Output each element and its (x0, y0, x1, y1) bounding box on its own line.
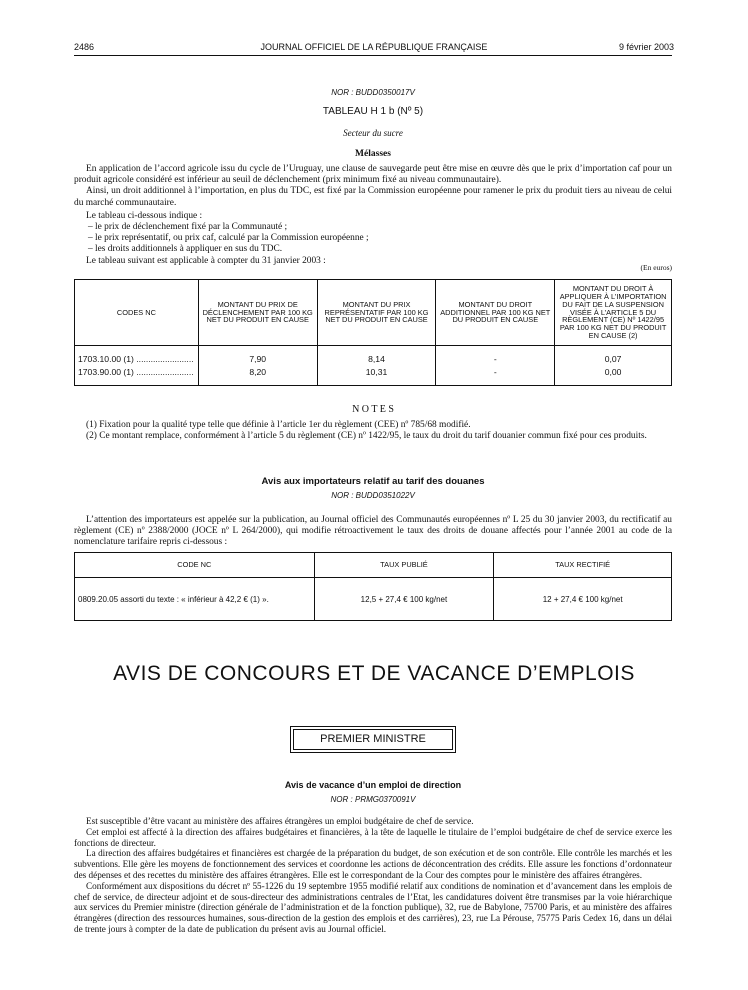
header-rule (74, 55, 672, 56)
value-cell: - (493, 353, 497, 364)
page-number: 2486 (74, 42, 95, 52)
avis-importateurs-title: Avis aux importateurs relatif au tarif des douanes (261, 476, 485, 487)
value-cell: 12 + 27,4 € 100 kg/net (494, 578, 672, 621)
intro-paragraph: Ainsi, un droit additionnel à l’importation, en plus du TDC, est fixé par la Commission européenne pour ramener le prix du produit tiers au niveau de celui du marché communautaire. (74, 186, 672, 208)
column-header: MONTANT DU PRIX DE DÉCLENCHEMENT PAR 100 KG NET DU PRODUIT EN CAUSE (198, 280, 317, 346)
avis-importateurs-text (74, 515, 672, 549)
unit-label: (En euros) (640, 263, 672, 272)
nor-tableau: NOR : BUDD0350017V (331, 88, 415, 97)
code-cell: 1703.90.00 (1) ........................ (78, 366, 194, 377)
notes-title: N O T E S (352, 404, 394, 415)
table-row (75, 346, 672, 386)
list-item: – les droits additionnels à appliquer en sus du TDC. (88, 244, 283, 255)
vacance-paragraph: Conformément aux dispositions du décret nº 55-1226 du 19 septembre 1955 modifié relatif aux conditions de nomination et d’avancement dans les emplois de chef de service, de directeur adjoint et de sous-directeur des administrations centrales de l’Etat, les candidatures doivent être transmises par la voie hiérarchique aux services du Premier ministre (direction générale de l’administration et de la fonction publique), 32, rue de Babylone, 75700 Paris, et au ministère des affaires étrangères (direction des ressources humaines, sous-direction de la gestion des emplois et des carrières), 23, rue La Pérouse, 75775 Paris Cedex 16, dans un délai de trente jours à compter de la date de publication du présent avis au Journal officiel. (74, 880, 672, 934)
table-header-row (75, 280, 672, 346)
journal-title: JOURNAL OFFICIEL DE LA RÉPUBLIQUE FRANÇAISE (260, 42, 488, 52)
melasses-table (74, 279, 672, 386)
vacance-paragraph: Est susceptible d’être vacant au ministère des affaires étrangères un emploi budgétaire de chef de service. (86, 816, 474, 826)
column-header: MONTANT DU PRIX REPRÉSENTATIF PAR 100 KG NET DU PRODUIT EN CAUSE (317, 280, 436, 346)
douanes-table (74, 552, 672, 621)
table-header-row (75, 553, 672, 578)
column-header: TAUX RECTIFIÉ (494, 553, 672, 578)
issue-date: 9 février 2003 (618, 42, 674, 52)
avis-paragraph: L’attention des importateurs est appelée sur la publication, au Journal officiel des Communautés européennes nº L 25 du 30 janvier 2003, du rectificatif au règlement (CE) nº 2388/2000 (JOCE nº L 264/2000), qui modifie rétroactivement le taux des droits de douane affectés pour l’année 2001 au code de la nomenclature tarifaire repris ci-dessous : (74, 515, 672, 548)
value-cell: - (493, 366, 497, 377)
nor-avis: NOR : BUDD0351022V (331, 491, 415, 500)
list-item: – le prix représentatif, ou prix caf, calculé par la Commission européenne ; (88, 233, 369, 244)
value-cell: 8,14 (368, 353, 385, 364)
secteur-label: Secteur du sucre (343, 128, 403, 138)
value-cell: 8,20 (249, 366, 267, 377)
list-intro: Le tableau ci-dessous indique : (86, 210, 203, 221)
column-header: MONTANT DU DROIT ADDITIONNEL PAR 100 KG NET DU PRODUIT EN CAUSE (436, 280, 555, 346)
value-cell: 0,00 (604, 366, 622, 377)
value-cell: 10,31 (365, 366, 388, 377)
notes (74, 420, 672, 442)
vacance-title: Avis de vacance d’un emploi de direction (284, 780, 462, 790)
column-header: MONTANT DU DROIT À APPLIQUER À L’IMPORTATION DU FAIT DE LA SUSPENSION VISÉE À L’ARTICLE 5 DU RÈGLEMENT (CE) Nº 1422/95 PAR 100 KG NET DU PRODUIT EN CAUSE (2) (555, 280, 672, 346)
vacance-paragraph: La direction des affaires budgétaires et financières est chargée de la préparation du budget, de son exécution et de son contrôle. Elle contrôle les marchés et les subventions. Elle gère les moyens de fonctionnement des services et coordonne les actions de déconcentration des crédits. Elle assure les fonctions d’ordonnateur des dépenses et des recettes du ministère des affaires étrangères. Elle est le correspondant de la Cour des comptes pour le ministère des affaires étrangères. (74, 848, 672, 880)
melasses-heading: Mélasses (355, 149, 391, 159)
column-header: TAUX PUBLIÉ (314, 553, 494, 578)
vacance-paragraph: Cet emploi est affecté à la direction des affaires budgétaires et financières, à la tête de laquelle le titulaire de l’emploi budgétaire de chef de service exerce les fonctions de directeur. (74, 826, 672, 848)
value-cell: 7,90 (249, 353, 267, 364)
note-item: (1) Fixation pour la qualité type telle que définie à l’article 1er du règlement (CEE) nº 785/68 modifié. (86, 420, 471, 430)
value-cell: 12,5 + 27,4 € 100 kg/net (314, 578, 494, 621)
list-item: – le prix de déclenchement fixé par la Communauté ; (88, 222, 288, 233)
ministry-box (290, 726, 456, 753)
note-item: (2) Ce montant remplace, conformément à l’article 5 du règlement (CE) nº 1422/95, le taux du droit du tarif douanier commun fixé pour ces produits. (86, 431, 647, 442)
column-header: CODE NC (75, 553, 315, 578)
code-cell: 1703.10.00 (1) ........................ (78, 353, 194, 364)
value-cell: 0,07 (604, 353, 622, 364)
applicable-date: Le tableau suivant est applicable à compter du 31 janvier 2003 : (86, 255, 326, 266)
intro-paragraph: En application de l’accord agricole issu du cycle de l’Uruguay, une clause de sauvegarde peut être mise en œuvre dès que le prix d’importation caf pour un produit agricole considéré est inférieur au seuil de déclenchement (prix minimum fixé au niveau communautaire). (74, 164, 672, 186)
code-cell: 0809.20.05 assorti du texte : « inférieur à 42,2 € (1) ». (75, 578, 315, 621)
ministry-name: PREMIER MINISTRE (320, 733, 426, 745)
tableau-intro (74, 164, 672, 267)
vacance-text (74, 816, 672, 935)
column-header: CODES NC (75, 280, 199, 346)
section-title: AVIS DE CONCOURS ET DE VACANCE D’EMPLOIS (113, 662, 635, 685)
nor-vacance: NOR : PRMG0370091V (330, 795, 416, 804)
tableau-title: TABLEAU H 1 b (Nº 5) (322, 106, 424, 117)
table-row (75, 578, 672, 621)
